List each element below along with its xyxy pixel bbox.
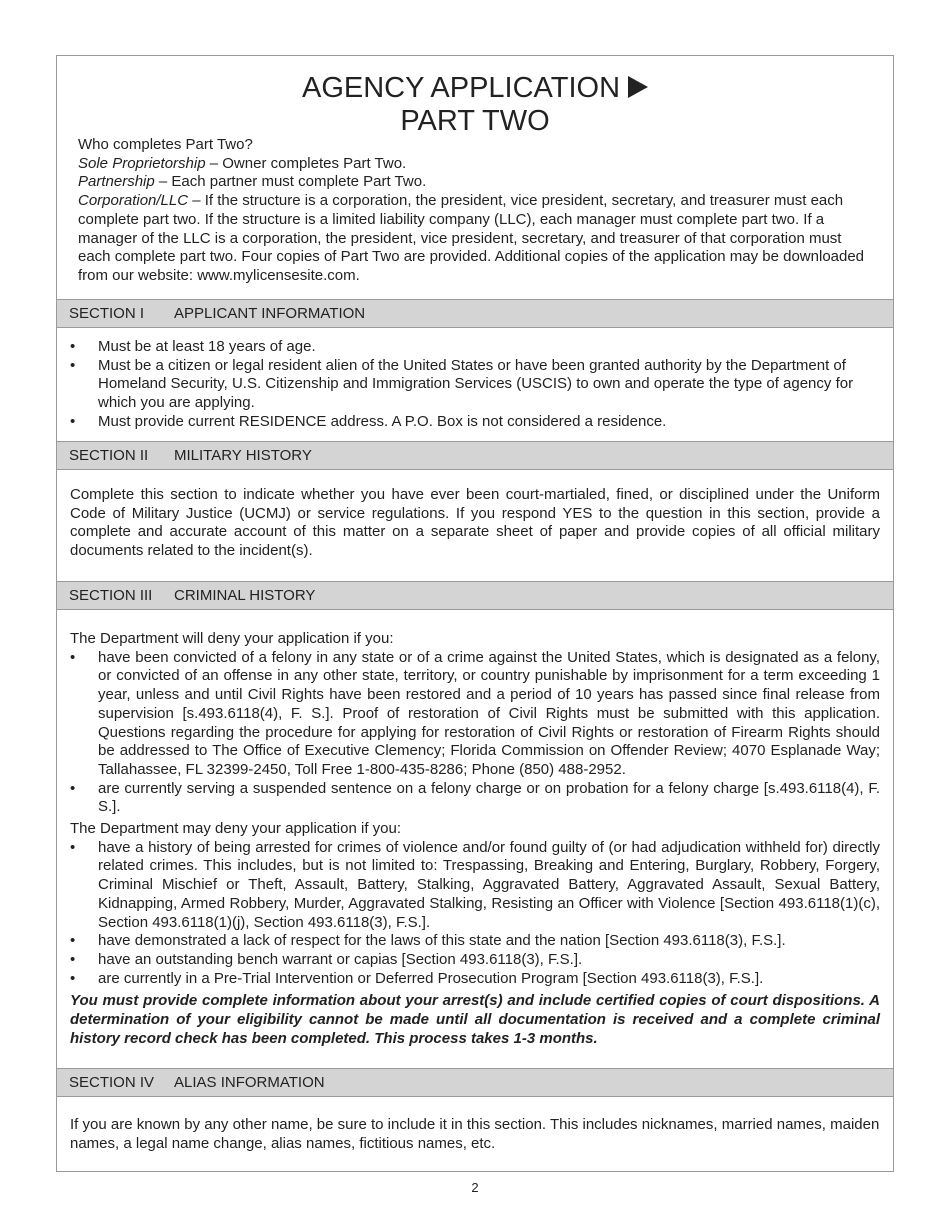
list-item: • are currently serving a suspended sentence on a felony charge or on probation for a felony charge [s.493.6118(4), F. S.]. — [70, 779, 880, 816]
list-item: • have a history of being arrested for crimes of violence and/or found guilty of (or had adjudication withheld for) directly related crimes. This includes, but is not limited to: Trespassing, Breaking and Entering, Burglary, Robbery, Forgery, Criminal Mischief or Theft, Assault, Battery, Stalking, Aggravated Battery, Aggravated Assault, Sexual Battery, Kidnapping, Armed Robbery, Murder, Aggravated Stalking, Resisting an Officer with Violence [Section 493.6118(1)(c), Section 493.6118(1)(j), Section 493.6118(3), F.S.]. — [70, 838, 880, 931]
list-item: • are currently in a Pre-Trial Intervention or Deferred Prosecution Program [Section 493.6118(3), F.S.]. — [70, 969, 764, 987]
intro-partnership: Partnership – Each partner must complete Part Two. — [78, 173, 427, 191]
section-header-criminal: SECTION III CRIMINAL HISTORY — [57, 581, 893, 610]
section-header-alias: SECTION IV ALIAS INFORMATION — [57, 1068, 893, 1097]
title-line-1: AGENCY APPLICATION — [301, 72, 621, 104]
intro-sole: Sole Proprietorship – Owner completes Part Two. — [78, 154, 407, 172]
page-subtitle: PART TWO — [400, 105, 550, 137]
list-item: • have an outstanding bench warrant or capias [Section 493.6118(3), F.S.]. — [70, 950, 583, 968]
intro-block — [78, 136, 873, 286]
applicant-requirements — [70, 338, 880, 432]
criminal-history-block — [70, 630, 880, 1048]
page-title — [57, 71, 893, 105]
military-text: Complete this section to indicate whether you have ever been court-martialed, fined, or disciplined under the Uniform Code of Military Justice (UCMJ) or service regulations. If you respond YES to the question in this section, provide a complete and accurate account of this matter on a separate sheet of paper and provide copies of all official military documents related to the incident(s). — [70, 486, 880, 560]
may-intro: The Department may deny your application if you: — [70, 820, 402, 838]
list-item: • Must provide current RESIDENCE address. A P.O. Box is not considered a residence. — [70, 412, 667, 430]
play-arrow-icon — [628, 76, 648, 98]
intro-corporation: Corporation/LLC – If the structure is a corporation, the president, vice president, secretary, and treasurer must each complete part two. If the structure is a limited liability company (LLC), each manager must complete part two. If a manager of the LLC is a corporation, the president, vice president, secretary, and treasurer of that corporation must each complete part two. Four copies of Part Two are provided. Additional copies of the application may be downloaded from our website: www.mylicensesite.com. — [78, 192, 865, 284]
list-item: • have been convicted of a felony in any state or of a crime against the United States, which is designated as a felony, or convicted of an offense in any other state, territory, or country punishable by imprisonment for a term exceeding 1 year, unless and until Civil Rights have been restored and a period of 10 years has passed since final release from supervision [s.493.6118(4), F. S.]. Proof of restoration of Civil Rights must be submitted with this application. Questions regarding the procedure for applying for restoration of Civil Rights or restoration of Firearm Rights should be addressed to The Office of Executive Clemency; Florida Commission on Offender Review; 4070 Esplanade Way; Tallahassee, FL 32399-2450, Toll Free 1-800-435-8286; Phone (850) 488-2952. — [70, 648, 880, 778]
list-item: • Must be at least 18 years of age. — [70, 338, 316, 355]
criminal-notice: You must provide complete information about your arrest(s) and include certified copies of court dispositions. A determination of your eligibility cannot be made until all documentation is received and a complete criminal history record check has been completed. This process takes 1-3 months. — [70, 992, 880, 1047]
list-item: • have demonstrated a lack of respect for the laws of this state and the nation [Section 493.6118(3), F.S.]. — [70, 932, 786, 950]
section-header-military: SECTION II MILITARY HISTORY — [57, 441, 893, 470]
page-number: 2 — [471, 1180, 479, 1195]
intro-question: Who completes Part Two? — [78, 136, 253, 153]
form-page — [56, 55, 894, 1172]
section-header-applicant: SECTION I APPLICANT INFORMATION — [57, 299, 893, 328]
alias-text: If you are known by any other name, be sure to include it in this section. This includes nicknames, married names, maiden names, a legal name change, alias names, fictitious names, etc. — [70, 1116, 880, 1152]
deny-intro: The Department will deny your application if you: — [70, 630, 394, 647]
list-item: • Must be a citizen or legal resident alien of the United States or have been granted authority by the Department of Homeland Security, U.S. Citizenship and Immigration Services (USCIS) to own and operate the type of agency for which you are applying. — [70, 356, 854, 412]
